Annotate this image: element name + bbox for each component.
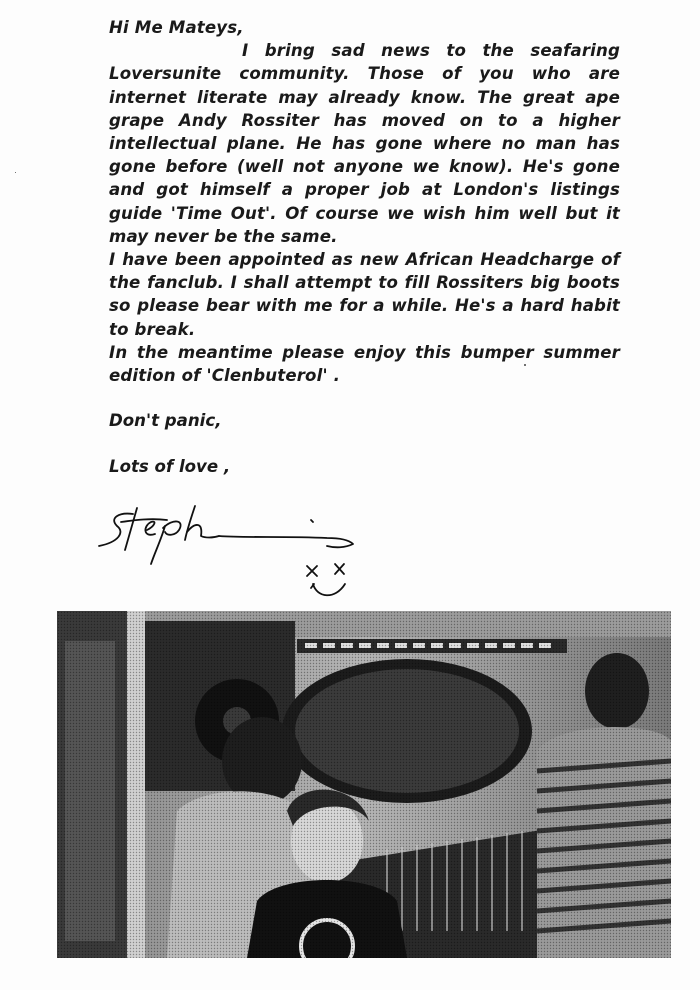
closing-dont-panic: Don't panic, xyxy=(109,411,222,430)
handwritten-signature xyxy=(95,500,365,610)
closing-lots-of-love: Lots of love , xyxy=(109,457,231,476)
letter-body xyxy=(109,16,620,387)
paragraph-2: I have been appointed as new African Headcharge of the fanclub. I shall attempt to fill Rossiters big boots so please bear with me for a while. He's a hard habit to break. xyxy=(109,250,620,339)
greeting: Hi Me Mateys, xyxy=(109,18,244,37)
paragraph-3: In the meantime please enjoy this bumper summer edition of 'Clenbuterol' . xyxy=(109,342,620,386)
scan-speck xyxy=(524,364,526,366)
paragraph-1: I bring sad news to the seafaring Loversunite community. Those of you who are internet literate may already know. The great ape grape Andy Rossiter has moved on to a higher intellectual plane. He has gone where no man has gone before (well not anyone we know). He's gone and got himself a proper job at London's listings guide 'Time Out'. Of course we wish him well but it may never be the same. xyxy=(109,41,620,246)
studio-photo xyxy=(57,611,671,958)
scan-speck xyxy=(15,172,16,173)
